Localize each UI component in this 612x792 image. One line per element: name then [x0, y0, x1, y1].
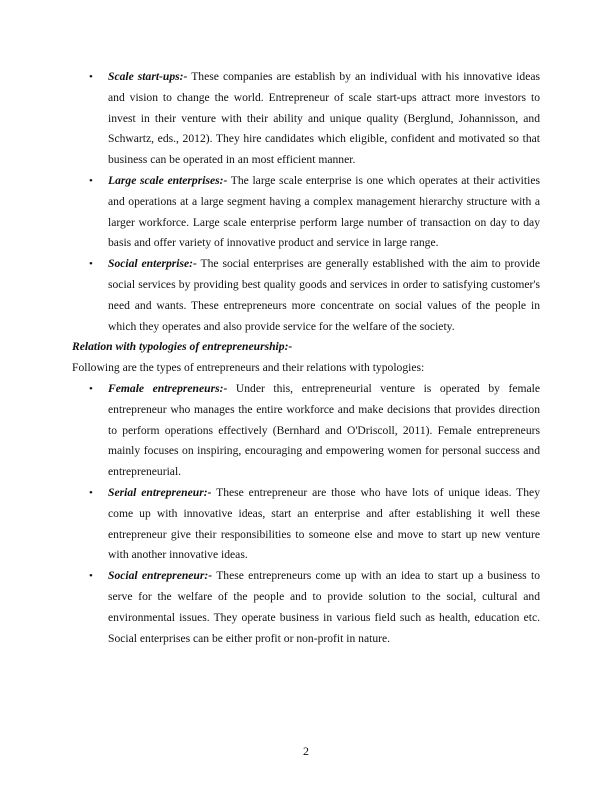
enterprise-types-list: [72, 67, 540, 337]
bullet-icon: •: [89, 382, 93, 395]
term-label: Female entrepreneurs:-: [108, 381, 228, 395]
bullet-icon: •: [89, 486, 93, 499]
page-number: 2: [303, 744, 309, 758]
item-text: These entrepreneurs come up with an idea to start up a business to serve for the welfare of the people and to provide solution to the social, cultural and environmental issues. They operate business in various field such as health, education etc. Social enterprises can be either profit or non-profit in nature.: [108, 569, 540, 645]
section-intro: Following are the types of entrepreneurs and their relations with typologies:: [72, 361, 425, 375]
list-item-female-entrepreneurs: [72, 379, 540, 483]
section-heading: Relation with typologies of entrepreneurship:-: [72, 340, 293, 354]
entrepreneur-types-list: [72, 379, 540, 649]
item-text: The social enterprises are generally established with the aim to provide social services by providing best quality goods and services in order to satisfying customer's need and wants. These entrepreneurs more concentrate on social values of the people in which they operates and also provide service for the welfare of the society.: [108, 257, 540, 333]
term-label: Serial entrepreneur:-: [108, 485, 212, 499]
list-item-social-enterprise: [72, 254, 540, 337]
item-text: These companies are establish by an individual with his innovative ideas and vision to change the world. Entrepreneur of scale start-ups attract more investors to invest in their venture with their ability and unique quality (Berglund, Johannisson, and Schwartz, eds., 2012). They hire candidates which eligible, confident and motivated so that business can be operated in an most efficient manner.: [108, 70, 540, 167]
list-item-serial-entrepreneur: [72, 483, 540, 566]
item-text: Under this, entrepreneurial venture is operated by female entrepreneur who manages the entire workforce and make decisions that provides direction to perform operations effectively (Bernhard and O'Driscoll, 2011). Female entrepreneurs mainly focuses on inspiring, encouraging and empowering women for personal success and entrepreneurial.: [108, 381, 540, 479]
bullet-icon: •: [89, 570, 93, 583]
list-item-large-scale-enterprises: [72, 171, 540, 254]
term-label: Social enterprise:-: [108, 257, 197, 271]
term-label: Social entrepreneur:-: [108, 569, 213, 583]
term-label: Large scale enterprises:-: [108, 173, 228, 187]
bullet-icon: •: [89, 71, 93, 83]
term-label: Scale start-ups:-: [108, 70, 188, 83]
item-text: These entrepreneur are those who have lots of unique ideas. They come up with innovative ideas, start an enterprise and after establishing it well these entrepreneur give their responsibilities to someone else and move to start up new venture with another innovative ideas.: [108, 485, 540, 562]
bullet-icon: •: [89, 258, 93, 271]
bullet-icon: •: [89, 174, 93, 187]
page-content: [72, 67, 540, 649]
list-item-social-entrepreneur: [72, 566, 540, 649]
list-item-scale-start-ups: [72, 67, 540, 171]
item-text: The large scale enterprise is one which operates at their activities and operations at a large segment having a complex management hierarchy structure with a larger workforce. Large scale enterprise perform large number of transaction on day to day basis and offer variety of innovative product and service in large range.: [108, 173, 540, 250]
